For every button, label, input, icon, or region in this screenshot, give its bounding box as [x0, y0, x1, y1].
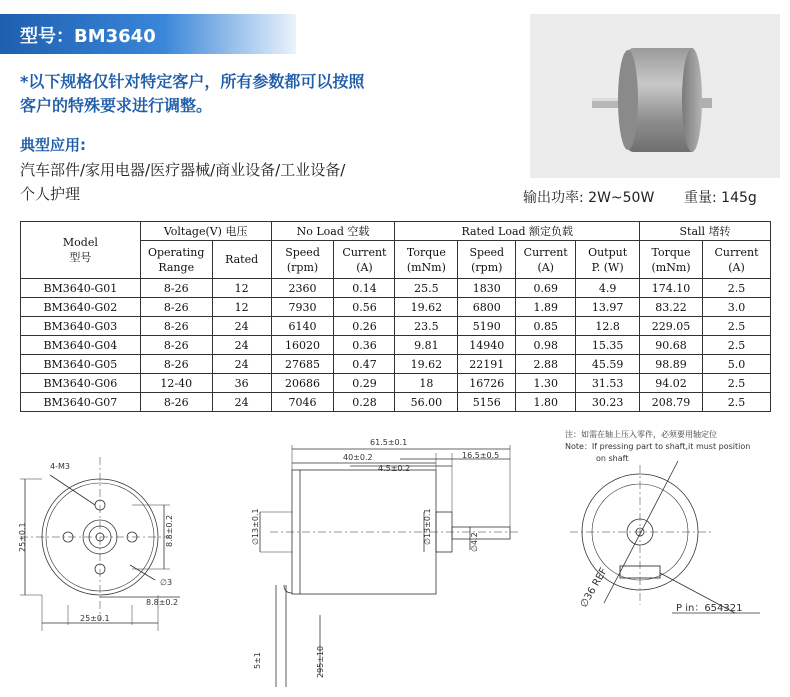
value-cell: 1.30 [516, 374, 576, 393]
side-boss-diameter: ∅13±0.1 [251, 508, 260, 545]
side-view [260, 445, 520, 687]
subheader-cell: Rated [212, 241, 271, 279]
customization-note: *以下规格仅针对特定客户，所有参数都可以按照客户的特殊要求进行调整。 [20, 72, 365, 115]
value-cell: 2.5 [702, 393, 770, 412]
value-cell: 4.9 [576, 279, 640, 298]
subheader-cell: Output P. (W) [576, 241, 640, 279]
value-cell: 229.05 [640, 317, 703, 336]
front-height-dimension: 25±0.1 [18, 522, 27, 552]
value-cell: 23.5 [395, 317, 458, 336]
model-cell: BM3640-G02 [21, 298, 141, 317]
table-row [21, 317, 771, 336]
value-cell: 208.79 [640, 393, 703, 412]
value-cell: 25.5 [395, 279, 458, 298]
value-cell: 30.23 [576, 393, 640, 412]
value-cell: 20686 [271, 374, 334, 393]
subheader-cell: Current (A) [334, 241, 395, 279]
value-cell: 31.53 [576, 374, 640, 393]
subheader-cell: Operating Range [140, 241, 212, 279]
side-overall-length: 61.5±0.1 [370, 438, 408, 447]
value-cell: 56.00 [395, 393, 458, 412]
subheader-cell: Speed (rpm) [271, 241, 334, 279]
value-cell: 0.47 [334, 355, 395, 374]
value-cell: 90.68 [640, 336, 703, 355]
value-cell: 19.62 [395, 355, 458, 374]
value-cell: 36 [212, 374, 271, 393]
value-cell: 5190 [458, 317, 516, 336]
side-shaft-diameter-left: ∅13±0.1 [423, 508, 432, 545]
table-row [21, 393, 771, 412]
value-cell: 6800 [458, 298, 516, 317]
value-cell: 7930 [271, 298, 334, 317]
value-cell: 5156 [458, 393, 516, 412]
value-cell: 0.36 [334, 336, 395, 355]
value-cell: 83.22 [640, 298, 703, 317]
value-cell: 0.85 [516, 317, 576, 336]
value-cell: 1830 [458, 279, 516, 298]
side-boss-length: 4.5±0.2 [378, 464, 411, 473]
value-cell: 12.8 [576, 317, 640, 336]
value-cell: 98.89 [640, 355, 703, 374]
subheader-cell: Torque (mNm) [395, 241, 458, 279]
value-cell: 12 [212, 279, 271, 298]
end-pin-label: P in：654321 [676, 603, 743, 614]
front-hole-spacing-vertical: 8.8±0.2 [165, 514, 174, 547]
end-note-cn: 注：如需在轴上压入零件，必须要用轴定位 [565, 430, 717, 439]
front-width-dimension: 25±0.1 [80, 614, 110, 623]
subheader-cell: Current (A) [702, 241, 770, 279]
value-cell: 174.10 [640, 279, 703, 298]
side-wire-offset: 5±1 [253, 652, 262, 669]
value-cell: 1.80 [516, 393, 576, 412]
value-cell: 12 [212, 298, 271, 317]
spec-table [20, 221, 771, 412]
model-cell: BM3640-G03 [21, 317, 141, 336]
value-cell: 3.0 [702, 298, 770, 317]
output-power: 输出功率: 2W~50W [523, 190, 655, 206]
table-row [21, 298, 771, 317]
value-cell: 27685 [271, 355, 334, 374]
value-cell: 22191 [458, 355, 516, 374]
value-cell: 8-26 [140, 298, 212, 317]
value-cell: 6140 [271, 317, 334, 336]
value-cell: 8-26 [140, 317, 212, 336]
value-cell: 8-26 [140, 393, 212, 412]
application-text: 汽车部件/家用电器/医疗器械/商业设备/工业设备/个人护理 [20, 161, 346, 203]
value-cell: 0.98 [516, 336, 576, 355]
model-cell: BM3640-G06 [21, 374, 141, 393]
value-cell: 24 [212, 336, 271, 355]
model-cell: BM3640-G01 [21, 279, 141, 298]
side-shaft-diameter-right: ∅4.2 [470, 532, 479, 552]
model-title: 型号：BM3640 [20, 26, 156, 47]
table-row [21, 336, 771, 355]
subheader-cell: Torque (mNm) [640, 241, 703, 279]
value-cell: 0.29 [334, 374, 395, 393]
value-cell: 8-26 [140, 355, 212, 374]
value-cell: 2.5 [702, 279, 770, 298]
value-cell: 0.26 [334, 317, 395, 336]
value-cell: 9.81 [395, 336, 458, 355]
stall-group-header: Stall 堵转 [640, 222, 771, 241]
subheader-cell: Current (A) [516, 241, 576, 279]
value-cell: 24 [212, 317, 271, 336]
value-cell: 94.02 [640, 374, 703, 393]
model-cell: BM3640-G07 [21, 393, 141, 412]
value-cell: 16020 [271, 336, 334, 355]
value-cell: 15.35 [576, 336, 640, 355]
value-cell: 8-26 [140, 336, 212, 355]
end-note-en-line2: on shaft [596, 454, 629, 463]
value-cell: 2.5 [702, 374, 770, 393]
value-cell: 1.89 [516, 298, 576, 317]
value-cell: 24 [212, 393, 271, 412]
table-row [21, 355, 771, 374]
value-cell: 0.28 [334, 393, 395, 412]
value-cell: 0.14 [334, 279, 395, 298]
value-cell: 8-26 [140, 279, 212, 298]
value-cell: 13.97 [576, 298, 640, 317]
hole-thread-label: 4-M3 [50, 462, 70, 471]
value-cell: 18 [395, 374, 458, 393]
voltage-group-header: Voltage(V) 电压 [140, 222, 271, 241]
model-banner [0, 14, 296, 54]
model-cell: BM3640-G05 [21, 355, 141, 374]
value-cell: 0.56 [334, 298, 395, 317]
end-ref-diameter: ∅36 REF [578, 566, 610, 610]
weight: 重量: 145g [684, 190, 757, 206]
application-title: 典型应用: [20, 136, 86, 154]
value-cell: 2.5 [702, 317, 770, 336]
value-cell: 0.69 [516, 279, 576, 298]
value-cell: 16726 [458, 374, 516, 393]
front-hole-spacing-horizontal: 8.8±0.2 [146, 598, 179, 607]
side-wire-length: 295±10 [316, 645, 325, 678]
value-cell: 2.5 [702, 336, 770, 355]
no-load-group-header: No Load 空载 [271, 222, 395, 241]
motor-photo [530, 14, 780, 178]
table-row [21, 279, 771, 298]
value-cell: 7046 [271, 393, 334, 412]
value-cell: 12-40 [140, 374, 212, 393]
model-cell: BM3640-G04 [21, 336, 141, 355]
model-header: Model 型号 [21, 222, 141, 279]
value-cell: 19.62 [395, 298, 458, 317]
value-cell: 5.0 [702, 355, 770, 374]
value-cell: 2.88 [516, 355, 576, 374]
side-body-length: 40±0.2 [343, 453, 373, 462]
side-shaft-length: 16.5±0.5 [462, 451, 500, 460]
value-cell: 2360 [271, 279, 334, 298]
subheader-cell: Speed (rpm) [458, 241, 516, 279]
end-note-en-line1: Note：If pressing part to shaft,it must position [565, 442, 751, 451]
table-row [21, 374, 771, 393]
rated-load-group-header: Rated Load 额定负载 [395, 222, 640, 241]
value-cell: 45.59 [576, 355, 640, 374]
value-cell: 24 [212, 355, 271, 374]
front-hole-diameter: ∅3 [160, 578, 173, 587]
technical-drawing [0, 425, 790, 697]
value-cell: 14940 [458, 336, 516, 355]
